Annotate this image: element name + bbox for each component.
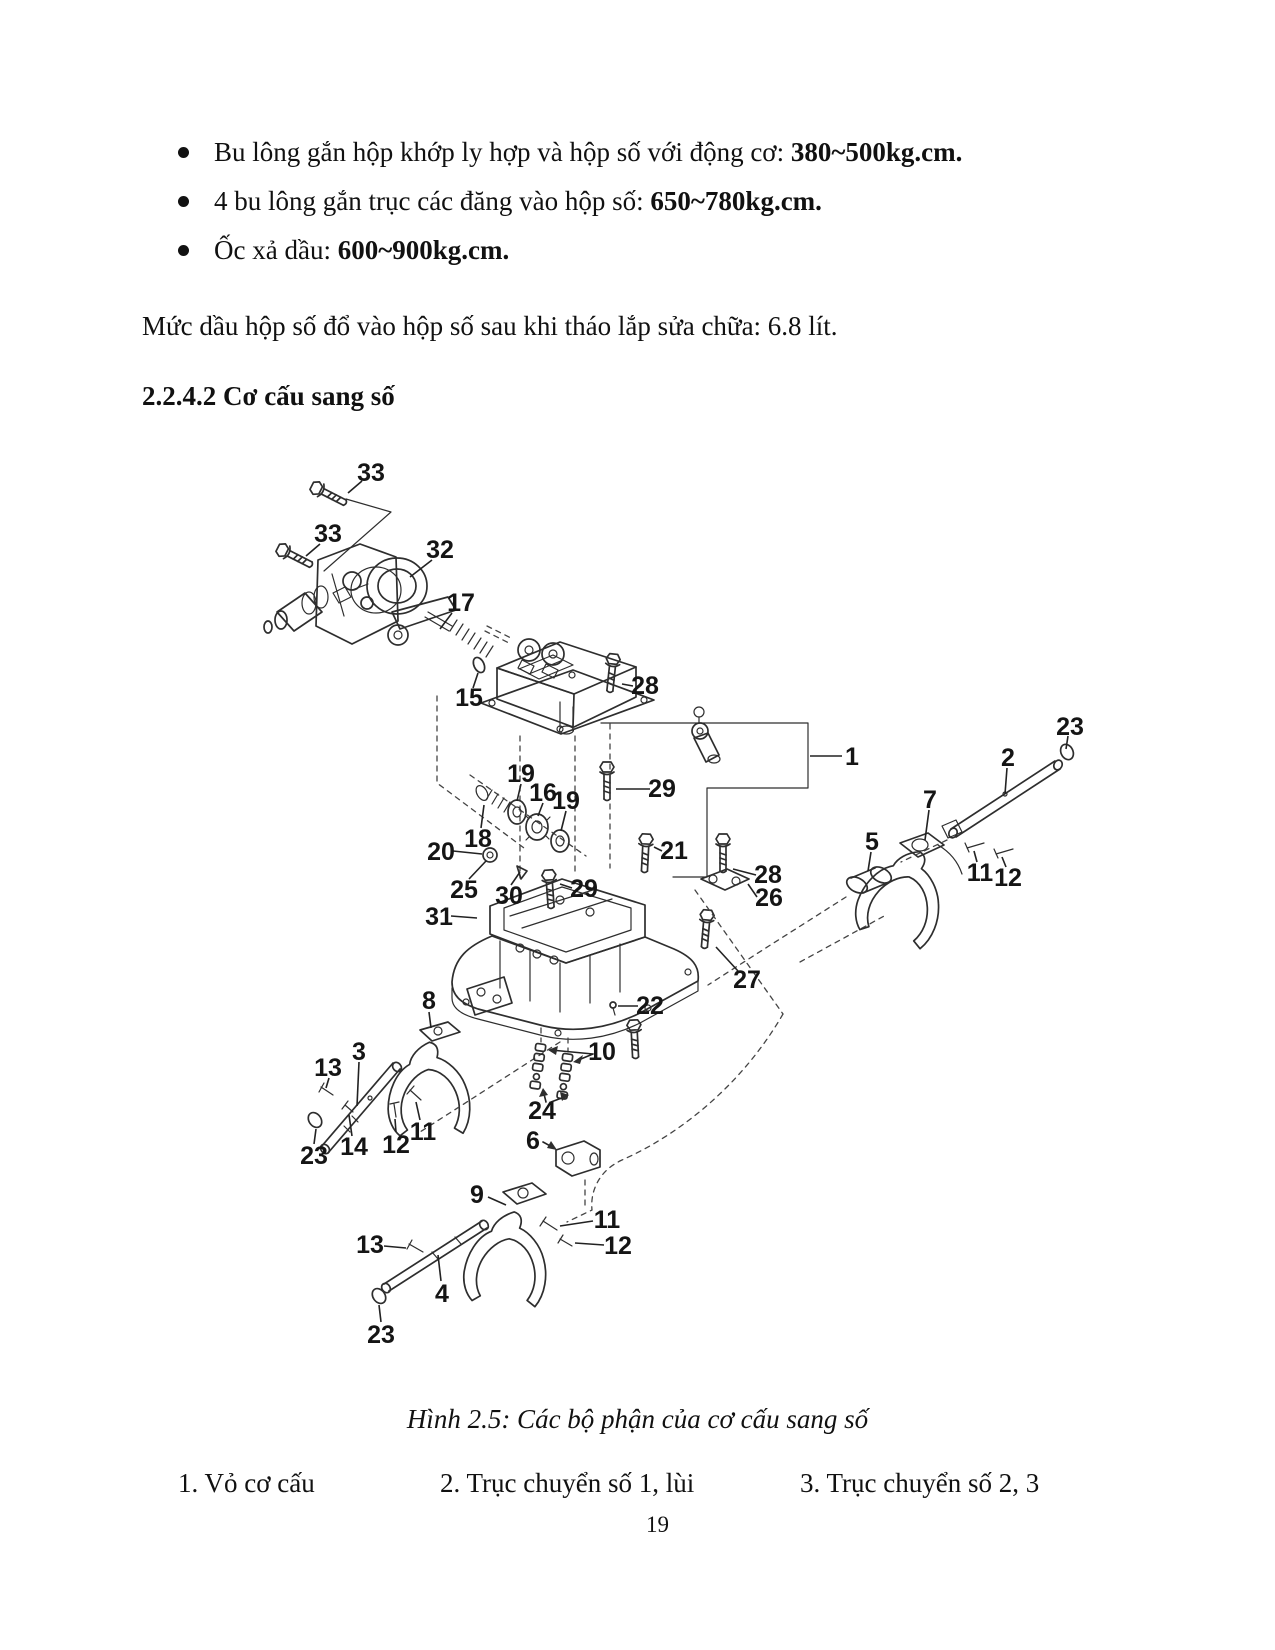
part-number: 25 bbox=[450, 876, 478, 904]
bullet-bold-value: 650~780kg.cm. bbox=[650, 186, 822, 216]
callout-leader-line bbox=[379, 1305, 381, 1322]
bullet-dot bbox=[178, 245, 189, 256]
part-number: 13 bbox=[356, 1231, 384, 1259]
part-number: 19 bbox=[507, 760, 535, 788]
part-number: 33 bbox=[314, 520, 342, 548]
part-number: 14 bbox=[340, 1133, 368, 1161]
part-number: 23 bbox=[300, 1142, 328, 1170]
part-number: 11 bbox=[593, 1206, 621, 1234]
part-number: 18 bbox=[464, 825, 492, 853]
legend-item-1: 1. Vỏ cơ cấu bbox=[178, 1468, 315, 1498]
part-number: 21 bbox=[660, 837, 688, 865]
section-heading: 2.2.4.2 Cơ cấu sang số bbox=[142, 381, 395, 411]
part-number: 11 bbox=[966, 859, 994, 887]
bullet-text: 4 bu lông gắn trục các đăng vào hộp số: bbox=[214, 186, 651, 216]
part-number: 1 bbox=[845, 743, 859, 771]
part-number: 17 bbox=[447, 589, 475, 617]
part-number: 12 bbox=[994, 864, 1022, 892]
part-number: 27 bbox=[733, 966, 761, 994]
part-number: 4 bbox=[435, 1280, 449, 1308]
part-number: 26 bbox=[755, 884, 783, 912]
part-number: 13 bbox=[314, 1054, 342, 1082]
callout-leader-line bbox=[560, 1221, 593, 1226]
diagram-line-art bbox=[264, 480, 1076, 1307]
legend-item-3: 3. Trục chuyển số 2, 3 bbox=[800, 1468, 1040, 1498]
callout-leader-line bbox=[357, 1062, 359, 1106]
part-number: 2 bbox=[1001, 744, 1015, 772]
exploded-diagram bbox=[0, 430, 1275, 1375]
part-number: 15 bbox=[455, 684, 483, 712]
part-number-callouts bbox=[300, 459, 1084, 1349]
bullet-bold-value: 600~900kg.cm. bbox=[337, 235, 510, 265]
part-number: 8 bbox=[422, 987, 436, 1015]
callout-leader-line bbox=[451, 916, 477, 918]
bullet-text: Ốc xả dầu: bbox=[214, 235, 338, 265]
part-number: 24 bbox=[528, 1097, 556, 1125]
paragraph: Mức dầu hộp số đổ vào hộp số sau khi tháo lắp sửa chữa: 6.8 lít. bbox=[142, 311, 838, 341]
part-number: 28 bbox=[754, 861, 782, 889]
part-number: 20 bbox=[427, 838, 455, 866]
part-number: 28 bbox=[631, 672, 659, 700]
callout-leader-line bbox=[384, 1246, 406, 1248]
part-number: 30 bbox=[495, 882, 523, 910]
part-number: 6 bbox=[526, 1127, 540, 1155]
part-number: 23 bbox=[367, 1321, 395, 1349]
list-item bbox=[178, 235, 962, 265]
bullet-list bbox=[178, 137, 962, 284]
part-number: 29 bbox=[648, 775, 676, 803]
part-number: 23 bbox=[1056, 713, 1084, 741]
figure-caption: Hình 2.5: Các bộ phận của cơ cấu sang số bbox=[406, 1404, 869, 1434]
part-number: 33 bbox=[357, 459, 385, 487]
part-number: 7 bbox=[923, 786, 937, 814]
part-number: 16 bbox=[529, 779, 557, 807]
bullet-dot bbox=[178, 147, 189, 158]
bullet-dot bbox=[178, 196, 189, 207]
part-number: 31 bbox=[425, 903, 453, 931]
part-number: 32 bbox=[426, 536, 454, 564]
part-number: 29 bbox=[570, 875, 598, 903]
part-number: 3 bbox=[352, 1038, 366, 1066]
part-number: 19 bbox=[552, 787, 580, 815]
list-item bbox=[178, 186, 962, 216]
part-number: 10 bbox=[588, 1038, 616, 1066]
callout-leader-line bbox=[575, 1243, 604, 1245]
part-number: 12 bbox=[382, 1131, 410, 1159]
callout-leader-line bbox=[925, 810, 929, 840]
callout-leader-line bbox=[488, 1197, 506, 1205]
bullet-bold-value: 380~500kg.cm. bbox=[790, 137, 963, 167]
part-number: 11 bbox=[409, 1118, 437, 1146]
part-number: 22 bbox=[636, 992, 664, 1020]
page-number: 19 bbox=[646, 1512, 669, 1537]
part-number: 5 bbox=[865, 828, 879, 856]
legend-item-2: 2. Trục chuyển số 1, lùi bbox=[440, 1468, 695, 1498]
part-number: 9 bbox=[470, 1181, 484, 1209]
list-item bbox=[178, 137, 962, 167]
bullet-text: Bu lông gắn hộp khớp ly hợp và hộp số với động cơ: bbox=[214, 137, 791, 167]
part-number: 12 bbox=[604, 1232, 632, 1260]
